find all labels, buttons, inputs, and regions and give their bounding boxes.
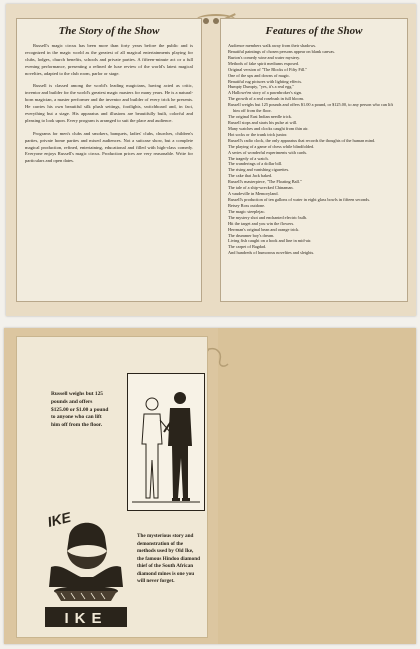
binding-hole [203, 18, 209, 24]
feature-item: Many watches and clocks caught from thin air. [228, 125, 309, 131]
feature-item: The growth of a real rosebush in full bloom. [228, 96, 305, 102]
story-panel [16, 18, 202, 302]
feature-list [228, 43, 400, 256]
feature-item: The tale of a ship-wrecked Chinaman. [228, 185, 294, 191]
feature-item: The mystery shot and enchanted electric bulb. [228, 214, 308, 220]
feature-item: Russell's production of ten gallons of water in eight glass bowls in fifteen seconds. [228, 196, 371, 202]
bottom-sheet [4, 328, 416, 644]
feature-item: Humpty Dumpty, "yes, it's a real egg." [228, 84, 295, 90]
feature-item: The wanderings of a dollar bill. [228, 161, 283, 167]
feature-item: Original version of "The Blocks of Fifty Fill." [228, 66, 308, 72]
feature-item: Hot socks or the trunk trick junior. [228, 131, 288, 137]
ike-illustration [41, 507, 131, 633]
ike-block-word: IKE [64, 610, 108, 627]
feature-item: Russell's radio clock, the only apparatus that records the thoughts of the human mind. [228, 137, 376, 143]
feature-item: The tragedy of a watch. [228, 155, 269, 161]
bottom-panel [16, 336, 208, 638]
feature-item: Living fish caught on a hook and line in mid-air. [228, 238, 312, 244]
feature-item: Russell's masterpiece, "The Floating Ball." [228, 179, 302, 185]
feature-item: One of the ups and downs of magic. [228, 72, 291, 78]
magician-lift-drawing [128, 374, 204, 510]
ike-script-word: IKE [45, 508, 73, 530]
feature-item: The original East Indian needle trick. [228, 114, 292, 120]
story-paragraph: Russell's magic circus has been more than forty years before the public and is recognized in the magic world as the greatest of all magical entertainments playing for clubs, lodges, church benefits, schools and private parties. A fifteen-minute act or a full evening performance, presenting a refined de luxe review of the world's latest magical novelties, adapted to the club room, parlor or stage. [25, 43, 193, 76]
feature-item: Beautiful paintings of chosen persons appear on blank canvas. [228, 48, 336, 54]
features-panel [220, 18, 408, 302]
feature-item: Hit the target and you win the flowers. [228, 220, 295, 226]
top-sheet [6, 4, 416, 316]
feature-item: Audience members walk away from their shadows. [228, 43, 317, 48]
feature-item: The rising and vanishing cigarettes. [228, 167, 290, 173]
feature-item: Methods of fake spirit mediums exposed. [228, 60, 300, 66]
features-title: Features of the Show [265, 25, 363, 37]
back-page [218, 328, 416, 644]
feature-item: And hundreds of humorous novelties and sleights. [228, 250, 315, 256]
feature-item: A Hallowe'en story of a pawnbroker's sign. [228, 90, 302, 96]
feature-item: The drummer boy's dream. [228, 232, 275, 238]
feature-item: Herrman's original bean and orange trick. [228, 226, 300, 232]
feature-item: Beautiful rug pictures with lighting effects. [228, 78, 303, 84]
feature-item: A vaudeville in Memoryland. [228, 191, 279, 197]
binding-hole [213, 18, 219, 24]
lift-illustration [127, 373, 205, 511]
feature-item: Burton's comedy wine and water mystery. [228, 54, 301, 60]
story-paragraph: Russell is classed among the world's leading magicians, having acted as critic, inventor and builder for the world's greatest magic masters for many years. He is a natural-born magician, a master performer and the inventor and builder of every trick he presents. He carries his own beautiful silk plush settings, footlights, switchboard and, in fact, everything but a stage. His apparatus and illusions are beautifully built, colorful and pleasing to look upon. Every program is arranged to suit the place and audience. [25, 83, 193, 123]
weight-text: Russell weighs but 125 pounds and offers $125.00 or $1.00 a pound to anyone who can lift him off from the floor. [51, 391, 109, 429]
feature-item: A series of wonderful experiments with cards. [228, 149, 308, 155]
mystery-text: The mysterious story and demonstration of the methods used by Old Ike, the famous Hindoo diamond thief of the South African diamond mines is one you will never forget. [137, 533, 200, 585]
feature-item: Russell weighs but 125 pounds and offers $1.00 a pound, or $125.00, to any person who can lift him off from the floor. [228, 102, 393, 114]
feature-item: The carpet of Bagdad. [228, 244, 267, 250]
feature-item: Betsey Ross outdone. [228, 202, 266, 208]
story-paragraph: Programs for men's clubs and smokers, banquets, ladies' clubs, churches, children's parties, private home parties and mixed audiences. Not a suitcase show, but a complete magical production, refined, entertaining, educational and filled with high-class comedy. Everyone enjoys Russell's magic circus. Production prices are very reasonable. Write for particulars and open dates. [25, 130, 193, 164]
feature-item: Russell stops and starts his pulse at will. [228, 119, 298, 125]
feature-item: The magic steeplejac. [228, 208, 266, 214]
hindoo-thief-drawing [41, 507, 131, 633]
feature-item: The cake that Jack baked. [228, 173, 273, 179]
feature-item: The playing of a game of chess while blindfolded. [228, 143, 315, 149]
story-title: The Story of the Show [58, 25, 160, 37]
